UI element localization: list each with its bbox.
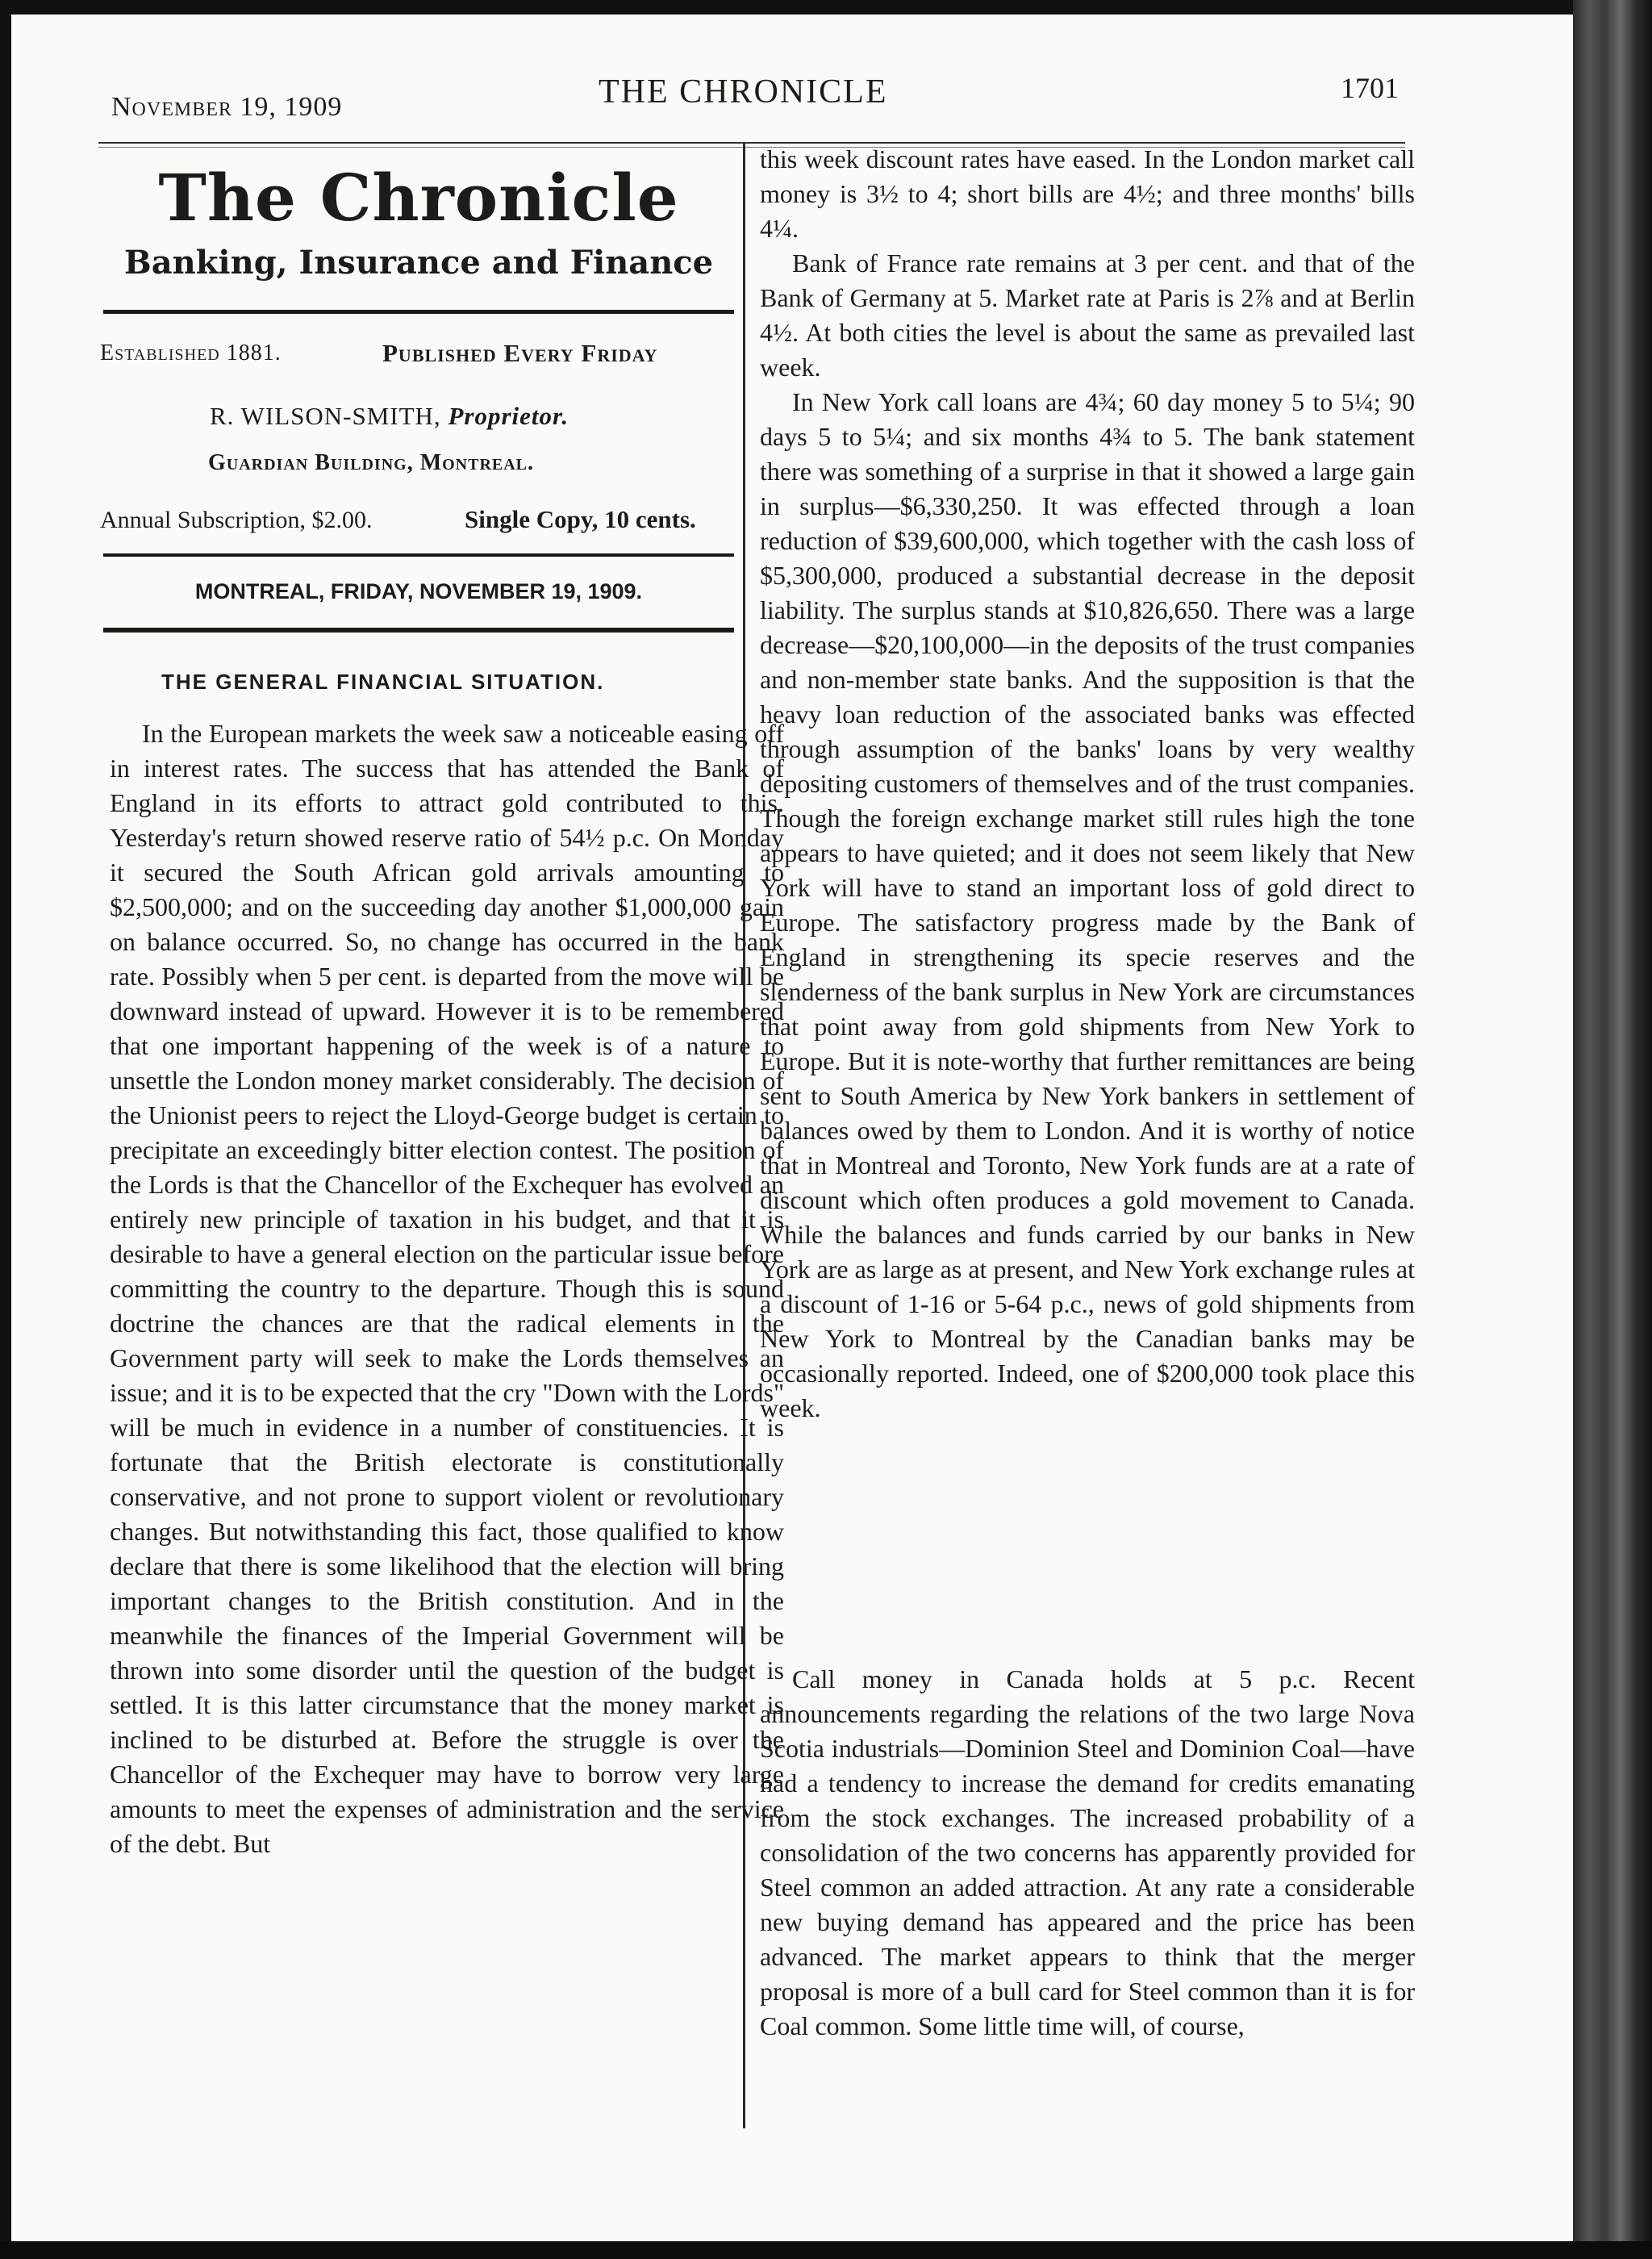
proprietor-line — [210, 402, 569, 431]
established-line: Established 1881. — [100, 340, 282, 365]
masthead-rule — [103, 310, 734, 314]
dateline: MONTREAL, FRIDAY, NOVEMBER 19, 1909. — [194, 579, 643, 603]
publication-title: THE CHRONICLE — [599, 73, 888, 111]
scan-edge — [0, 2241, 1652, 2259]
right-column-continued — [760, 1662, 1415, 2044]
article-heading: THE GENERAL FINANCIAL SITUATION. — [161, 670, 605, 694]
masthead-title: The Chronicle — [158, 160, 679, 236]
masthead-subtitle: Banking, Insurance and Finance — [123, 244, 714, 282]
page-number: 1701 — [1341, 72, 1399, 104]
article-paragraph: this week discount rates have eased. In the London market call money is 3½ to 4; short bills are 4½; and three months' bills 4¼. — [760, 144, 1415, 243]
issue-date: November 19, 1909 — [111, 92, 343, 122]
article-paragraph: In the European markets the week saw a noticeable easing off in interest rates. The success that has attended the Bank of England in its efforts to attract gold contributed to this. Yesterday's return showed reserve ratio of 54½ p.c. On Monday it secured the South African gold arrivals amounting to $2,500,000; and on the succeeding day another $1,000,000 gain on balance occurred. So, no change has occurred in the bank rate. Possibly when 5 per cent. is departed from the move will be downward instead of upward. However it is to be remembered that one important happening of the week is of a nature to unsettle the London money market considerably. The decision of the Unionist peers to reject the Lloyd-George budget is certain to precipitate an exceedingly bitter election contest. The position of the Lords is that the Chancellor of the Exchequer has evolved an entirely new principle of taxation in his budget, and that it is desirable to have a general election on the particular issue before committing the country to the departure. Though this is sound doctrine the chances are that the radical elements in the Government party will seek to make the Lords themselves an issue; and it is to be expected that the cry "Down with the Lords" will be much in evidence in a number of constituencies. It is fortunate that the British electorate is constitutionally conservative, and not prone to support violent or revolutionary changes. But notwithstanding this fact, those qualified to know declare that there is some likelihood that the election will bring important changes to the British constitution. And in the meanwhile the finances of the Imperial Government will be thrown into some disorder until the question of the budget is settled. It is this latter circumstance that the money market is inclined to be disturbed at. Before the struggle is over the Chancellor of the Exchequer may have to borrow very large amounts to meet the expenses of administration and the service of the debt. But — [110, 719, 784, 1858]
book-binding — [1573, 0, 1652, 2259]
proprietor-role: Proprietor. — [448, 402, 569, 430]
address-line: Guardian Building, Montreal. — [208, 450, 535, 475]
article-paragraph: Bank of France rate remains at 3 per cent. and that of the Bank of Germany at 5. Market rate at Paris is 2⅞ and at Berlin 4½. At both cities the level is about the same as prevailed last week. — [760, 248, 1415, 382]
masthead-rule — [103, 628, 734, 633]
proprietor-name: R. WILSON-SMITH, — [210, 402, 441, 430]
published-line: Published Every Friday — [382, 339, 658, 367]
left-column — [110, 716, 784, 1861]
masthead-rule — [103, 553, 734, 557]
running-header — [98, 71, 1405, 122]
right-column — [760, 142, 1415, 1426]
single-copy-line: Single Copy, 10 cents. — [465, 505, 696, 533]
article-paragraph: Call money in Canada holds at 5 p.c. Recent announcements regarding the relations of the two large Nova Scotia industrials—Dominion Steel and Dominion Coal—have had a tendency to increase the demand for credits emanating from the stock exchanges. The increased probability of a consolidation of the two concerns has apparently provided for Steel common an added attraction. At any rate a considerable new buying demand has appeared and the price has been advanced. The market appears to think that the merger proposal is more of a bull card for Steel common than it is for Coal common. Some little time will, of course, — [760, 1664, 1415, 2040]
newspaper-page — [11, 15, 1573, 2241]
subscription-line: Annual Subscription, $2.00. — [100, 507, 373, 533]
article-paragraph: In New York call loans are 4¾; 60 day money 5 to 5¼; 90 days 5 to 5¼; and six months 4¾ to 5. The bank statement there was something of a surprise in that it showed a large gain in surplus—$6,330,250. It was effected through a loan reduction of $39,600,000, which together with the cash loss of $5,300,000, produced a substantial decrease in the deposit liability. The surplus stands at $10,826,650. There was a large decrease—$20,100,000—in the deposits of the trust companies and non-member state banks. And the supposition is that the heavy loan reduction of the associated banks was effected through assumption of the banks' loans by very wealthy depositing customers of themselves and of the trust companies. Though the foreign exchange market still rules high the tone appears to have quieted; and it does not seem likely that New York will have to stand an important loss of gold direct to Europe. The satisfactory progress made by the Bank of England in strengthening its specie reserves and the slenderness of the bank surplus in New York are circumstances that point away from gold shipments from New York to Europe. But it is note-worthy that further remittances are being sent to South America by New York bankers in settlement of balances owed by them to London. And it is worthy of notice that in Montreal and Toronto, New York funds are at a rate of discount which often produces a gold movement to Canada. While the balances and funds carried by our banks in New York are as large as at present, and New York exchange rules at a discount of 1-16 or 5-64 p.c., news of gold shipments from New York to Montreal by the Canadian banks may be occasionally reported. Indeed, one of $200,000 took place this week. — [760, 387, 1415, 1422]
